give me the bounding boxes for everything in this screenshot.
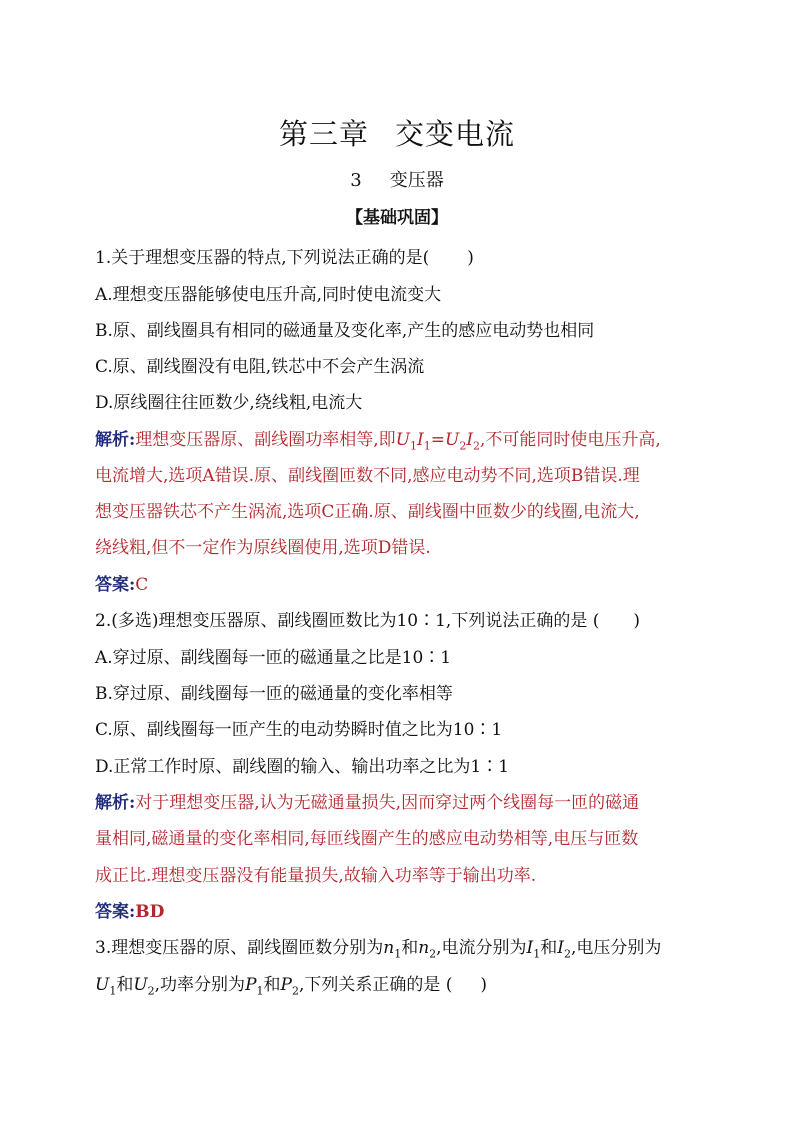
q2-analysis-line-3: 成正比.理想变压器没有能量损失,故输入功率等于输出功率.	[95, 866, 537, 886]
chapter-title: 第三章 交变电流	[278, 117, 516, 151]
lesson-title: 3 变压器	[350, 170, 444, 191]
q1-analysis-line-3: 想变压器铁芯不产生涡流,选项C正确.原、副线圈中匝数少的线圈,电流大,	[95, 502, 640, 522]
q1-option-d: D.原线圈往往匝数少,绕线粗,电流大	[95, 393, 363, 413]
q1-analysis-line-1: 解析:理想变压器原、副线圈功率相等,即$U_1I_1=U_2I_2$,不可能同时使电压升高,	[95, 430, 661, 453]
q1-analysis-line-4: 绕线粗,但不一定作为原线圈使用,选项D错误.	[95, 538, 431, 558]
q1-option-a: A.理想变压器能够使电压升高,同时使电流变大	[95, 285, 442, 305]
q2-answer: 答案:BD	[95, 902, 165, 922]
q1-option-b: B.原、副线圈具有相同的磁通量及变化率,产生的感应电动势也相同	[95, 321, 595, 341]
q2-option-b: B.穿过原、副线圈每一匝的磁通量的变化率相等	[95, 684, 453, 704]
q2-analysis-line-1: 解析:对于理想变压器,认为无磁通量损失,因而穿过两个线圈每一匝的磁通	[95, 793, 640, 813]
q3-stem-line-1: 3.理想变压器的原、副线圈匝数分别为$n_1$和$n_2$,电流分别为$I_1$和$I_2$,电压分别为	[95, 938, 662, 961]
q1-option-c: C.原、副线圈没有电阻,铁芯中不会产生涡流	[95, 357, 425, 377]
q2-option-a: A.穿过原、副线圈每一匝的磁通量之比是10∶1	[95, 648, 452, 668]
q2-stem: 2.(多选)理想变压器原、副线圈匝数比为10∶1,下列说法正确的是 ( )	[95, 611, 641, 631]
q1-analysis-line-2: 电流增大,选项A错误.原、副线圈匝数不同,感应电动势不同,选项B错误.理	[95, 466, 640, 486]
q2-option-c: C.原、副线圈每一匝产生的电动势瞬时值之比为10∶1	[95, 720, 503, 740]
q2-analysis-line-2: 量相同,磁通量的变化率相同,每匝线圈产生的感应电动势相等,电压与匝数	[95, 829, 639, 849]
q1-answer: 答案:C	[95, 575, 149, 595]
q1-stem: 1.关于理想变压器的特点,下列说法正确的是( )	[95, 248, 474, 268]
q3-stem-line-2: $U_1$和$U_2$,功率分别为$P_1$和$P_2$,下列关系正确的是 ( )	[95, 975, 488, 998]
q2-option-d: D.正常工作时原、副线圈的输入、输出功率之比为1∶1	[95, 757, 510, 777]
section-heading: 【基础巩固】	[346, 208, 448, 228]
